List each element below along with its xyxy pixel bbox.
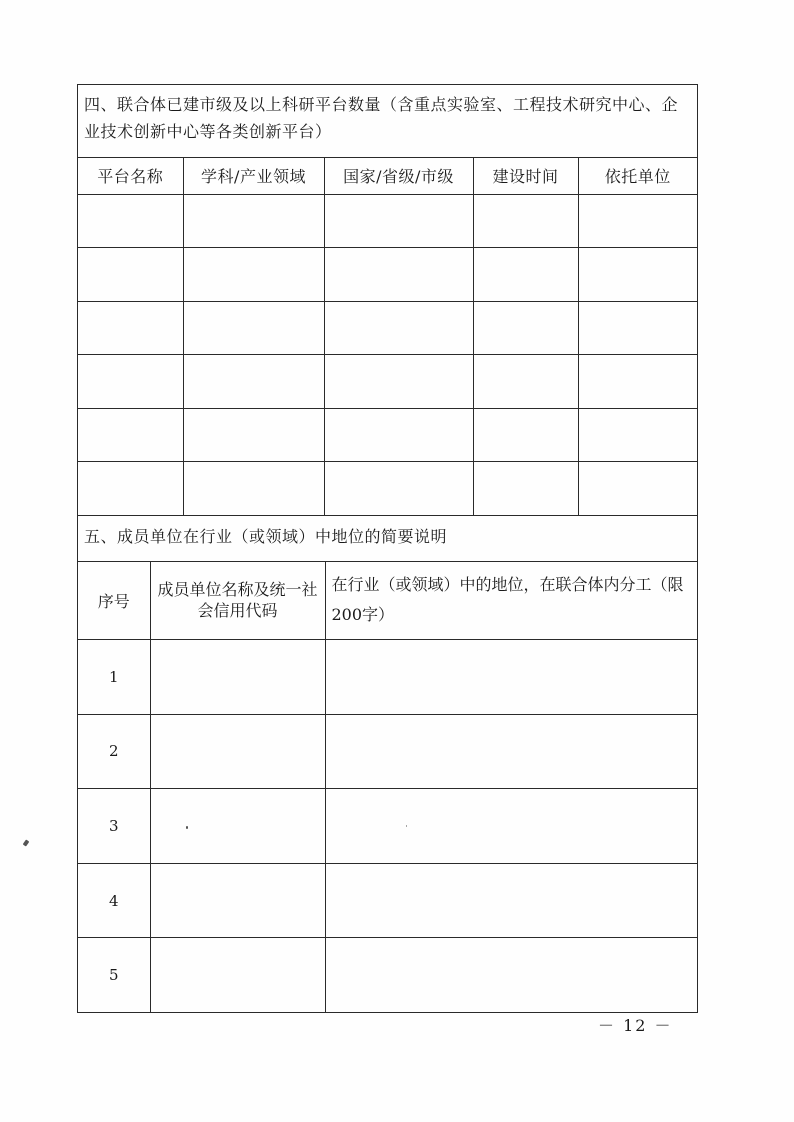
row-number: 3 — [78, 789, 150, 864]
row-number: 1 — [78, 640, 150, 715]
table-cell[interactable] — [324, 194, 473, 248]
table-cell[interactable] — [473, 194, 578, 248]
table-cell[interactable] — [183, 194, 324, 248]
table-cell[interactable] — [578, 355, 697, 409]
table-cell[interactable] — [324, 462, 473, 516]
header-build-time: 建设时间 — [473, 158, 578, 194]
platform-table-header-row — [78, 158, 697, 194]
table-row — [78, 355, 697, 409]
table-cell[interactable] — [150, 789, 325, 864]
member-table-header-row — [78, 562, 697, 640]
member-table — [78, 562, 697, 1013]
table-cell[interactable] — [578, 194, 697, 248]
header-member-name: 成员单位名称及统一社会信用代码 — [150, 562, 325, 640]
table-row — [78, 789, 697, 864]
table-cell[interactable] — [473, 355, 578, 409]
table-cell[interactable] — [78, 355, 183, 409]
header-role: 在行业（或领域）中的地位，在联合体内分工（限200字） — [325, 562, 697, 640]
table-cell[interactable] — [325, 640, 697, 715]
table-cell[interactable] — [150, 714, 325, 789]
table-cell[interactable] — [183, 408, 324, 462]
row-number: 5 — [78, 938, 150, 1013]
header-platform-name: 平台名称 — [78, 158, 183, 194]
header-field: 学科/产业领域 — [183, 158, 324, 194]
table-cell[interactable] — [578, 248, 697, 302]
table-cell[interactable] — [473, 301, 578, 355]
table-cell[interactable] — [150, 640, 325, 715]
table-cell[interactable] — [325, 863, 697, 938]
table-cell[interactable] — [473, 408, 578, 462]
section-5-title: 五、成员单位在行业（或领域）中地位的简要说明 — [78, 516, 697, 562]
table-row — [78, 714, 697, 789]
header-seq: 序号 — [78, 562, 150, 640]
table-cell[interactable] — [78, 301, 183, 355]
form-table — [77, 84, 698, 1013]
page-number: － 12 － — [598, 1016, 673, 1035]
section-4-title: 四、联合体已建市级及以上科研平台数量（含重点实验室、工程技术研究中心、企业技术创新中心等各类创新平台） — [78, 85, 697, 158]
table-row — [78, 938, 697, 1013]
table-cell[interactable] — [325, 789, 697, 864]
table-cell[interactable] — [183, 248, 324, 302]
table-cell[interactable] — [324, 408, 473, 462]
header-level: 国家/省级/市级 — [324, 158, 473, 194]
table-cell[interactable] — [150, 863, 325, 938]
scan-speck — [406, 825, 407, 827]
table-cell[interactable] — [578, 301, 697, 355]
table-row — [78, 248, 697, 302]
table-row — [78, 462, 697, 516]
table-cell[interactable] — [183, 462, 324, 516]
header-host-unit: 依托单位 — [578, 158, 697, 194]
table-row — [78, 408, 697, 462]
table-cell[interactable] — [324, 355, 473, 409]
table-cell[interactable] — [325, 714, 697, 789]
table-cell[interactable] — [325, 938, 697, 1013]
row-number: 4 — [78, 863, 150, 938]
table-row — [78, 863, 697, 938]
table-row — [78, 301, 697, 355]
table-cell[interactable] — [150, 938, 325, 1013]
table-cell[interactable] — [473, 462, 578, 516]
table-cell[interactable] — [78, 408, 183, 462]
table-cell[interactable] — [578, 462, 697, 516]
scan-speck — [23, 839, 30, 846]
scan-speck — [186, 826, 188, 829]
platform-table — [78, 158, 697, 516]
table-row — [78, 194, 697, 248]
table-cell[interactable] — [78, 462, 183, 516]
table-cell[interactable] — [324, 248, 473, 302]
table-row — [78, 640, 697, 715]
table-cell[interactable] — [78, 194, 183, 248]
table-cell[interactable] — [578, 408, 697, 462]
table-cell[interactable] — [78, 248, 183, 302]
row-number: 2 — [78, 714, 150, 789]
table-cell[interactable] — [183, 355, 324, 409]
table-cell[interactable] — [473, 248, 578, 302]
table-cell[interactable] — [324, 301, 473, 355]
table-cell[interactable] — [183, 301, 324, 355]
